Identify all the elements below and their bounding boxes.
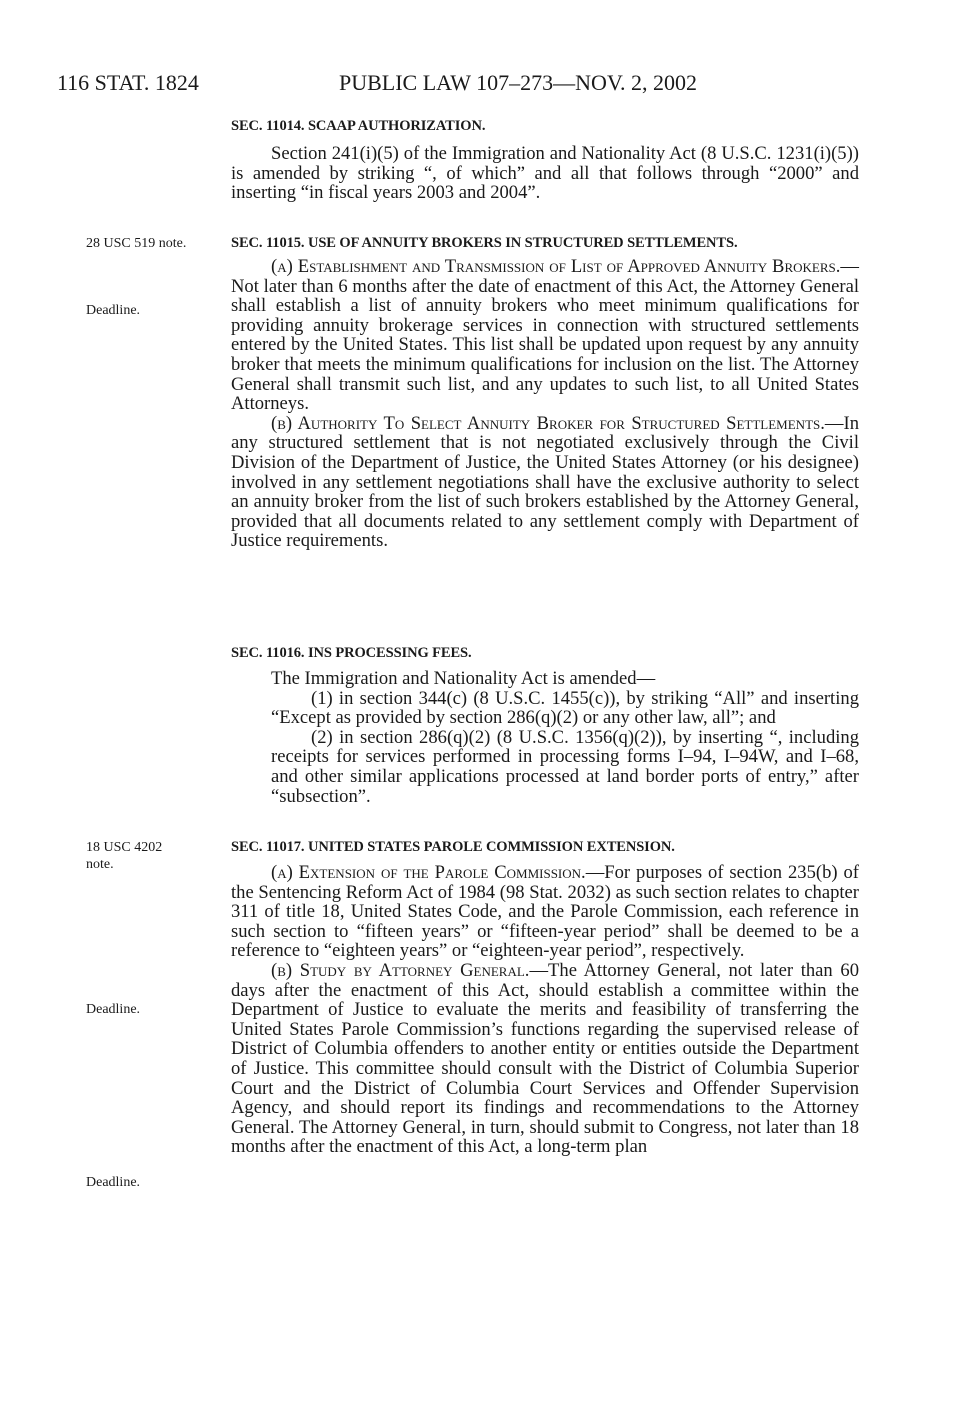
section-11014 — [231, 118, 859, 203]
subsection-b — [231, 414, 859, 551]
amendment-item: (1) in section 344(c) (8 U.S.C. 1455(c)), by striking “All” and inserting “Except as provided by section 286(q)(2) or any other law, all”; and — [271, 687, 859, 729]
subsection-text: —In any structured settlement that is not negotiated exclusively through the Civil Division of the Department of Justice, the United States Attorney (or his designee) involved in any settlement negotiations shall have the exclusive authority to select an annuity broker from the list of such brokers established by the Attorney General, provided that all documents related to any settlement comply with Department of Justice requirements. — [231, 412, 859, 552]
public-law-title: PUBLIC LAW 107–273—NOV. 2, 2002 — [339, 70, 697, 95]
subsection-caption: (b) Study by Attorney General. — [271, 959, 530, 981]
margin-note-usc-4202: 18 USC 4202 note. — [86, 840, 163, 872]
margin-note-deadline: Deadline. — [86, 1002, 141, 1017]
section-11015 — [231, 235, 859, 551]
section-heading: SEC. 11017. UNITED STATES PAROLE COMMISSION EXTENSION. — [231, 839, 675, 855]
amendment-list — [231, 689, 859, 807]
section-11016 — [231, 645, 859, 806]
subsection-text: —For purposes of section 235(b) of the Sentencing Reform Act of 1984 (98 Stat. 2032) as such section relates to chapter 311 of title 18, United States Code, and the Parole Commission, each reference in such section to “fifteen years” or “fifteen-year period” shall be deemed to be a reference to “eighteen years” or “eighteen-year period”, respectively. — [231, 862, 859, 962]
section-heading: SEC. 11014. SCAAP AUTHORIZATION. — [231, 118, 486, 134]
subsection-text: —Not later than 6 months after the date of enactment of this Act, the Attorney General shall establish a list of annuity brokers who meet minimum qualifications for providing annuity brokerage services in connection with structured settlements entered by the United States. This list shall be updated upon request by any annuity broker that meets the minimum qualifications for inclusion on the list. The Attorney General shall transmit such list, and any updates to such list, to all United States Attorneys. — [231, 256, 859, 415]
section-heading: SEC. 11016. INS PROCESSING FEES. — [231, 645, 472, 661]
margin-note-deadline: Deadline. — [86, 1175, 141, 1190]
subsection-b — [231, 961, 859, 1157]
amendment-item: (2) in section 286(q)(2) (8 U.S.C. 1356(q)(2)), by inserting “, including receipts for services performed in processing forms I–94, I–94W, and I–68, and other similar applications processed at land border ports of entry,” after “subsection”. — [271, 726, 859, 807]
subsection-caption: (a) Establishment and Transmission of List of Approved Annuity Brokers. — [271, 256, 841, 277]
subsection-a — [231, 257, 859, 414]
subsection-a — [231, 863, 859, 961]
section-heading-text: SEC. 11015. USE OF ANNUITY BROKERS IN STRUCTURED SETTLEMENTS. — [231, 235, 738, 251]
section-11017 — [231, 839, 859, 1157]
subsection-text: —The Attorney General, not later than 60 days after the enactment of this Act, should establish a committee within the Department of Justice to evaluate the merits and feasibility of transferring the United States Parole Commission’s functions regarding the supervised release of District of Columbia offenders to another entity or entities outside the Department of Justice. This committee should consult with the District of Columbia Superior Court and the District of Columbia Court Services and Offender Supervision Agency, and should report its findings and recommendations to the Attorney General. The Attorney General, in turn, should submit to Congress, not later than 18 months after the enactment of this Act, a long-term plan — [231, 959, 859, 1158]
section-heading — [231, 235, 859, 252]
section-text: Section 241(i)(5) of the Immigration and Nationality Act (8 U.S.C. 1231(i)(5)) is amended by striking “, of which” and all that follows through “2000” and inserting “in fiscal years 2003 and 2004”. — [231, 143, 859, 204]
margin-note-usc-519: 28 USC 519 note. — [86, 236, 187, 251]
section-intro: The Immigration and Nationality Act is amended— — [271, 668, 656, 689]
statute-page-number: 116 STAT. 1824 — [57, 70, 199, 95]
subsection-caption: (a) Extension of the Parole Commission. — [271, 862, 586, 883]
subsection-caption: (b) Authority To Select Annuity Broker for Structured Settlements. — [271, 412, 825, 434]
margin-note-deadline: Deadline. — [86, 303, 141, 318]
page-header — [57, 69, 747, 97]
